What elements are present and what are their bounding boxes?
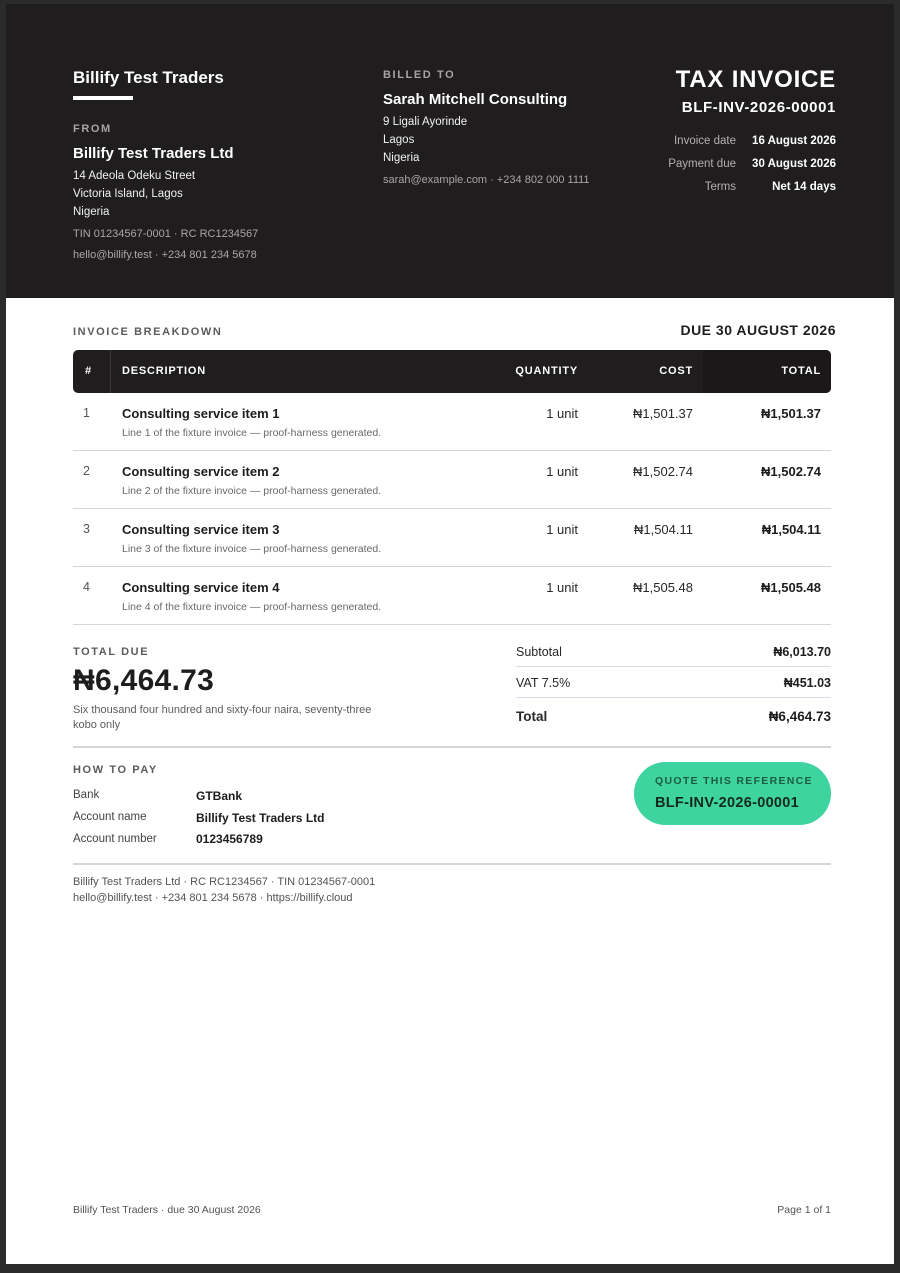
footer-bottom-left: Billify Test Traders · due 30 August 2026 [73, 1204, 261, 1216]
how-to-pay-label: HOW TO PAY [73, 764, 158, 776]
meta-value: Net 14 days [772, 181, 836, 193]
meta-value: 30 August 2026 [752, 158, 836, 170]
reference-badge [634, 762, 831, 825]
vat-label: VAT 7.5% [516, 676, 571, 690]
divider [73, 863, 831, 865]
subtotal-row [516, 637, 831, 667]
meta-key: Invoice date [673, 135, 736, 147]
account-number-value: 0123456789 [196, 832, 263, 846]
account-number-label: Account number [73, 833, 157, 845]
from-label: FROM [73, 123, 112, 135]
billed-to-address-line: Lagos [383, 134, 415, 146]
row-index: 3 [83, 522, 90, 536]
grand-total-value: ₦6,464.73 [768, 709, 831, 724]
meta-payment-due [576, 158, 836, 170]
footer-company-line: Billify Test Traders Ltd · RC RC1234567 · TIN 01234567-0001 [73, 876, 376, 888]
from-contact: hello@billify.test · +234 801 234 5678 [73, 249, 257, 261]
row-cost: ₦1,502.74 [633, 464, 693, 479]
row-total: ₦1,501.37 [761, 406, 821, 421]
billed-to-label: BILLED TO [383, 69, 456, 81]
row-index: 1 [83, 406, 90, 420]
row-subtext: Line 2 of the fixture invoice — proof-harness generated. [122, 485, 382, 497]
from-address-line: 14 Adeola Odeku Street [73, 170, 196, 182]
bank-label: Bank [73, 789, 100, 801]
subtotal-value: ₦6,013.70 [773, 645, 831, 659]
subtotal-label: Subtotal [516, 645, 562, 659]
table-row [73, 451, 831, 509]
table-row [73, 393, 831, 451]
vat-row [516, 668, 831, 698]
divider [73, 746, 831, 748]
row-index: 4 [83, 580, 90, 594]
table-header [73, 350, 831, 393]
row-total: ₦1,504.11 [761, 522, 821, 537]
footer-contact-line: hello@billify.test · +234 801 234 5678 · https://billify.cloud [73, 892, 353, 904]
meta-invoice-date [576, 135, 836, 147]
table-row [73, 509, 831, 567]
grand-total-label: Total [516, 709, 548, 724]
row-quantity: 1 unit [546, 522, 578, 537]
row-subtext: Line 1 of the fixture invoice — proof-harness generated. [122, 427, 382, 439]
row-cost: ₦1,504.11 [633, 522, 693, 537]
billed-to-name: Sarah Mitchell Consulting [383, 91, 568, 108]
table-row [73, 567, 831, 625]
meta-terms [576, 181, 836, 193]
total-due-label: TOTAL DUE [73, 646, 150, 658]
column-divider [110, 350, 111, 393]
row-description: Consulting service item 3 [122, 522, 280, 537]
row-description: Consulting service item 2 [122, 464, 280, 479]
from-address-line: Nigeria [73, 206, 110, 218]
invoice-page [6, 4, 894, 1264]
vat-value: ₦451.03 [783, 676, 831, 690]
row-index: 2 [83, 464, 90, 478]
row-quantity: 1 unit [546, 406, 578, 421]
meta-key: Terms [704, 181, 736, 193]
page-number: Page 1 of 1 [777, 1204, 831, 1216]
row-quantity: 1 unit [546, 580, 578, 595]
due-heading: DUE 30 AUGUST 2026 [680, 322, 836, 338]
billed-to-address-line: 9 Ligali Ayorinde [383, 116, 468, 128]
grand-total-row [516, 701, 831, 731]
invoice-number: BLF-INV-2026-00001 [681, 99, 836, 116]
total-due-amount: ₦6,464.73 [73, 664, 215, 697]
breakdown-label: INVOICE BREAKDOWN [73, 326, 223, 338]
row-subtext: Line 4 of the fixture invoice — proof-harness generated. [122, 601, 382, 613]
billed-to-address-line: Nigeria [383, 152, 420, 164]
brand-underline [73, 96, 133, 100]
total-in-words: Six thousand four hundred and sixty-four naira, seventy-three kobo only [73, 704, 372, 731]
meta-key: Payment due [668, 158, 736, 170]
row-quantity: 1 unit [546, 464, 578, 479]
account-name-value: Billify Test Traders Ltd [196, 811, 325, 825]
col-quantity: QUANTITY [515, 365, 578, 377]
billed-to-contact: sarah@example.com · +234 802 000 1111 [383, 174, 590, 186]
from-address-line: Victoria Island, Lagos [73, 188, 183, 200]
col-index: # [85, 365, 92, 377]
col-total: TOTAL [781, 365, 821, 377]
from-tax-ids: TIN 01234567-0001 · RC RC1234567 [73, 228, 259, 240]
row-subtext: Line 3 of the fixture invoice — proof-harness generated. [122, 543, 382, 555]
row-description: Consulting service item 1 [122, 406, 280, 421]
row-total: ₦1,502.74 [761, 464, 821, 479]
row-total: ₦1,505.48 [761, 580, 821, 595]
account-name-label: Account name [73, 811, 147, 823]
row-cost: ₦1,505.48 [633, 580, 693, 595]
invoice-header [6, 4, 894, 298]
reference-value: BLF-INV-2026-00001 [655, 795, 800, 811]
meta-value: 16 August 2026 [752, 135, 836, 147]
row-cost: ₦1,501.37 [633, 406, 693, 421]
col-description: DESCRIPTION [122, 365, 206, 377]
reference-label: QUOTE THIS REFERENCE [655, 775, 813, 787]
bank-value: GTBank [196, 789, 243, 803]
col-cost: COST [659, 365, 693, 377]
brand-name: Billify Test Traders [73, 68, 224, 87]
document-title: TAX INVOICE [675, 66, 836, 93]
from-name: Billify Test Traders Ltd [73, 145, 234, 162]
row-description: Consulting service item 4 [122, 580, 280, 595]
